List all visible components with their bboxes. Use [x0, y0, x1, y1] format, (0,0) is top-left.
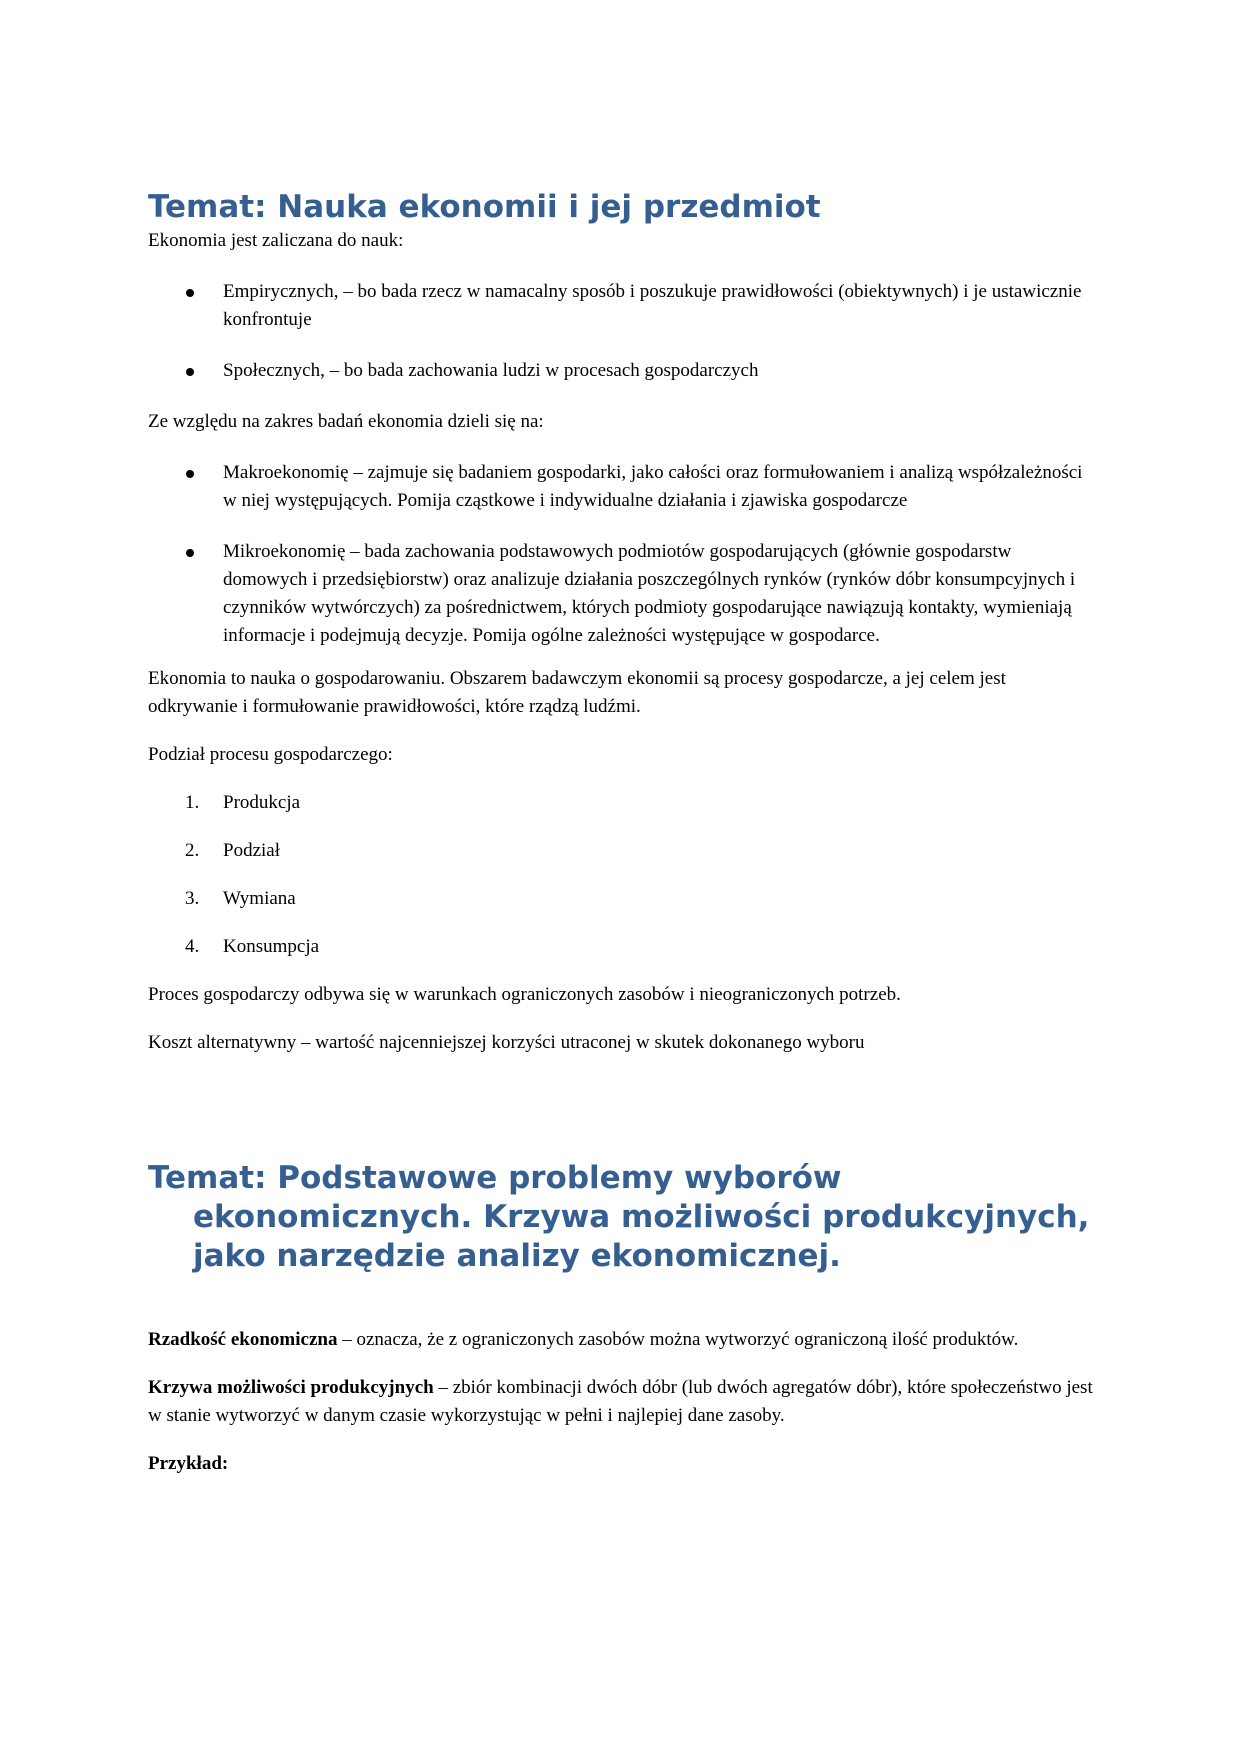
- list-item-text: Makroekonomię – zajmuje się badaniem gospodarki, jako całości oraz formułowaniem i analizą współzależności w niej występujących. Pomija cząstkowe i indywidualne działania i zjawiska gospodarcze: [223, 462, 1083, 511]
- scarcity-paragraph: [148, 1326, 1098, 1354]
- list-item-text: Podział: [223, 840, 280, 861]
- list-item: [148, 933, 1098, 961]
- list-item-text: Empirycznych, – bo bada rzecz w namacalny sposób i poszukuje prawidłowości (obiektywnych) i je ustawicznie konfrontuje: [223, 281, 1082, 330]
- list-item-text: Konsumpcja: [223, 936, 320, 957]
- list-item-number: 1.: [185, 792, 200, 813]
- section1-intro: Ekonomia jest zaliczana do nauk:: [148, 230, 404, 251]
- economics-branches-list: [148, 459, 1098, 650]
- scarcity-definition: – oznacza, że z ograniczonych zasobów można wytworzyć ograniczoną ilość produktów.: [337, 1329, 1019, 1350]
- scarcity-term: Rzadkość ekonomiczna: [148, 1329, 338, 1350]
- example-label-text: Przykład:: [148, 1453, 229, 1474]
- opportunity-cost: Koszt alternatywny – wartość najcenniejszej korzyści utraconej w skutek dokonanego wyboru: [148, 1032, 865, 1053]
- list-item-text: Mikroekonomię – bada zachowania podstawowych podmiotów gospodarujących (głównie gospodarstw domowych i przedsiębiorstw) oraz analizuje działania poszczególnych rynków (rynków dóbr konsumpcyjnych i czynników wytwórczych) za pośrednictwem, których podmioty gospodarujące nawiązują kontakty, wymieniają informacje i podejmują decyzje. Pomija ogólne zależności występujące w gospodarce.: [223, 541, 1076, 646]
- economics-definition: Ekonomia to nauka o gospodarowaniu. Obszarem badawczym ekonomii są procesy gospodarcze, a jej celem jest odkrywanie i formułowanie prawidłowości, które rządzą ludźmi.: [148, 668, 1006, 717]
- process-note: Proces gospodarczy odbywa się w warunkach ograniczonych zasobów i nieograniczonych potrzeb.: [148, 984, 901, 1005]
- list-item: [148, 789, 1098, 817]
- list-item-number: 2.: [185, 840, 200, 861]
- ppf-term: Krzywa możliwości produkcyjnych: [148, 1377, 434, 1398]
- section1-title: Temat: Nauka ekonomii i jej przedmiot: [148, 189, 821, 225]
- process-steps-list: [148, 789, 1098, 961]
- process-intro: Podział procesu gospodarczego:: [148, 744, 393, 765]
- list-item-text: Wymiana: [223, 888, 296, 909]
- section2-title: Temat: Podstawowe problemy wyborów ekonomicznych. Krzywa możliwości produkcyjnych, jako narzędzie analizy ekonomicznej.: [148, 1160, 1090, 1274]
- document-page: [148, 188, 1098, 1478]
- list-item-number: 3.: [185, 888, 200, 909]
- list-item-number: 4.: [185, 936, 200, 957]
- list-item: [148, 459, 1098, 515]
- bullet-icon: [186, 289, 194, 297]
- list-item-text: Produkcja: [223, 792, 301, 813]
- list-item: [148, 837, 1098, 865]
- division-intro: Ze względu na zakres badań ekonomia dzieli się na:: [148, 411, 544, 432]
- science-types-list: [148, 278, 1098, 385]
- list-item-text: Społecznych, – bo bada zachowania ludzi w procesach gospodarczych: [223, 360, 759, 381]
- list-item: [148, 357, 1098, 385]
- list-item: [148, 538, 1098, 650]
- example-label: [148, 1450, 1098, 1478]
- bullet-icon: [186, 549, 194, 557]
- bullet-icon: [186, 368, 194, 376]
- ppf-paragraph: [148, 1374, 1098, 1430]
- ppf-definition: – zbiór kombinacji dwóch dóbr (lub dwóch agregatów dóbr), które społeczeństwo jest w stanie wytworzyć w danym czasie wykorzystując w pełni i najlepiej dane zasoby.: [148, 1377, 1093, 1426]
- list-item: [148, 885, 1098, 913]
- bullet-icon: [186, 470, 194, 478]
- list-item: [148, 278, 1098, 334]
